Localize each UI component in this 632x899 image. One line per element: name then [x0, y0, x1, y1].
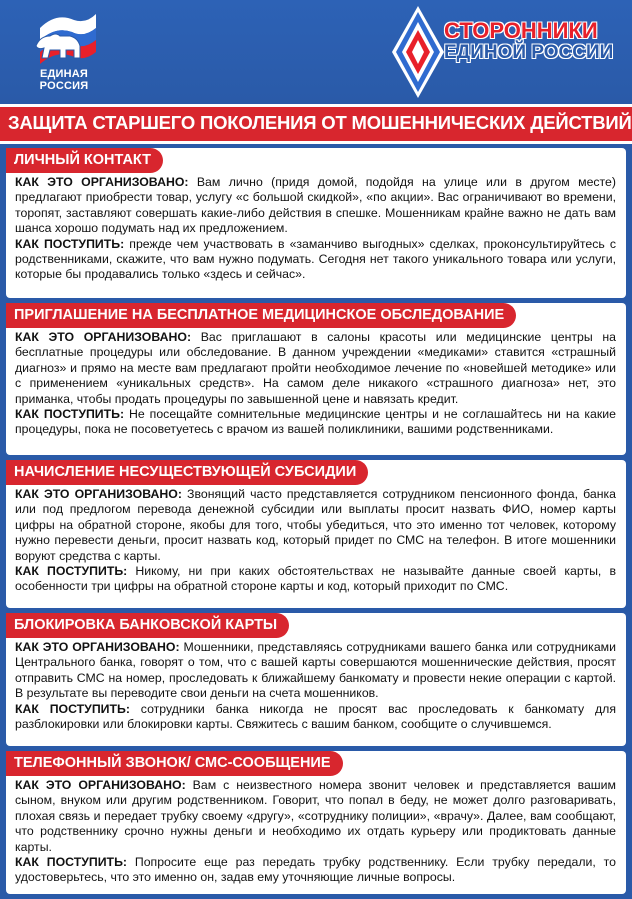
how-text: Вам с неизвестного номера звонит человек и представляется вашим сыном, внуком или другим родственником. Говорит, что попал в беду, не может долго разговаривать, плохая связь и передает трубку своему «другу», «сотруднику полиции», «врачу». Далее, вам сообщают, что родственнику срочно нужны деньги и необходимо их отдать курьеру или продиктовать данные карты.	[15, 778, 616, 854]
how-label: КАК ЭТО ОРГАНИЗОВАНО:	[15, 175, 189, 189]
do-text: Попросите еще раз передать трубку родственнику. Если трубку передали, то удостоверьтесь, что это именно он, задав ему уточняющие личные вопросы.	[15, 855, 616, 885]
diamond-tricolor-icon	[388, 4, 448, 100]
do-text: сотрудники банка никогда не просят вас проследовать к банкомату для разблокировки или блокировки карты. Свяжитесь с вашим банком, сообщите о случившемся.	[15, 701, 616, 732]
section-body	[15, 778, 616, 886]
do-label: КАК ПОСТУПИТЬ:	[15, 407, 125, 422]
how-text: Звонящий часто представляется сотрудником пенсионного фонда, банка или под предлогом перевода денежной субсидии или выплаты просит назвать ФИО, номер карты цифры на обратной стороне, якобы для того, чтобы убедиться, что это именно тот человек, которому нужно перевести деньги, просит назвать код, который придет по СМС на телефон. В итоге мошенники воруют средства с карты.	[15, 487, 617, 563]
bear-flag-icon	[26, 6, 102, 68]
section-title: ПРИГЛАШЕНИЕ НА БЕСПЛАТНОЕ МЕДИЦИНСКОЕ ОБСЛЕДОВАНИЕ	[6, 303, 516, 328]
logo-line-1: ЕДИНАЯ	[39, 68, 89, 80]
supporters-line-1: СТОРОННИКИ	[444, 18, 598, 43]
section-body	[15, 175, 616, 283]
united-russia-wordmark	[26, 68, 102, 92]
section-body	[15, 487, 616, 595]
section-title: НАЧИСЛЕНИЕ НЕСУЩЕСТВУЮЩЕЙ СУБСИДИИ	[6, 460, 368, 485]
do-label: КАК ПОСТУПИТЬ:	[15, 701, 130, 716]
supporters-line-2: ЕДИНОЙ РОССИИ	[444, 42, 614, 63]
supporters-logo	[388, 4, 628, 100]
main-banner	[0, 104, 632, 144]
section-title: БЛОКИРОВКА БАНКОВСКОЙ КАРТЫ	[6, 613, 289, 638]
do-label: КАК ПОСТУПИТЬ:	[15, 855, 128, 870]
section-phone-call	[6, 751, 626, 894]
header	[0, 0, 632, 104]
do-text: прежде чем участвовать в «заманчиво выгодных» сделках, проконсультируйтесь с родственниками, скажите, что вам нужно подумать. Сегодня нет такого уникального товара или услуги, которые бы продавались только «здесь и сейчас».	[15, 236, 617, 282]
how-label: КАК ЭТО ОРГАНИЗОВАНО:	[15, 640, 180, 654]
section-medical-exam	[6, 303, 626, 455]
section-subsidy	[6, 460, 626, 608]
how-text: Мошенники, представляясь сотрудниками вашего банка или сотрудниками Центрального банка, говорят о том, что с вашей карты совершаются мошеннические действия, просят отправить СМС на номер, проследовать к ближайшему банкомату и провести некие операции с картой. В результате вы переводите свои деньги на счета мошенников.	[15, 640, 616, 701]
how-label: КАК ЭТО ОРГАНИЗОВАНО:	[15, 487, 182, 501]
section-title: ЛИЧНЫЙ КОНТАКТ	[6, 148, 163, 173]
section-body	[15, 640, 616, 732]
do-label: КАК ПОСТУПИТЬ:	[15, 236, 125, 251]
do-text: Никому, ни при каких обстоятельствах не называйте данные своей карты, в особенности три цифры на обратной стороне карты и код, который приходит по СМС.	[15, 564, 616, 594]
how-label: КАК ЭТО ОРГАНИЗОВАНО:	[15, 330, 192, 344]
do-text: Не посещайте сомнительные медицинские центры и не соглашайтесь ни на какие процедуры, пока не посоветуетесь с врачом из вашей поликлиники, вашими родственниками.	[15, 407, 616, 437]
section-personal-contact	[6, 148, 626, 298]
supporters-wordmark	[444, 20, 628, 64]
page-title: ЗАЩИТА СТАРШЕГО ПОКОЛЕНИЯ ОТ МОШЕННИЧЕСКИХ ДЕЙСТВИЙ	[8, 112, 632, 133]
do-label: КАК ПОСТУПИТЬ:	[15, 564, 128, 579]
section-body	[15, 330, 616, 438]
section-card-block	[6, 613, 626, 746]
how-label: КАК ЭТО ОРГАНИЗОВАНО:	[15, 778, 186, 792]
logo-line-2: РОССИЯ	[39, 80, 89, 92]
united-russia-logo	[26, 6, 102, 98]
how-text: Вас приглашают в салоны красоты или медицинские центры на бесплатные процедуры или обследование. В данном учреждении «медиками» ставится «страшный диагноз» и прямо на месте вам предлагают пройти необходимое лечение по «новейшей методике» или с применением «уникальных средств». На самом деле никакого «страшного диагноза» нет, это приманка, чтобы продать процедуры по завышенной цене и навязать кредит.	[15, 330, 617, 406]
section-title: ТЕЛЕФОННЫЙ ЗВОНОК/ СМС-СООБЩЕНИЕ	[6, 751, 343, 776]
how-text: Вам лично (придя домой, подойдя на улице или в другом месте) предлагают приобрести товар, услугу «с большой скидкой», «по акции». Вас ограничивают во времени, торопят, заставляют совершать какие-либо действия в спешке. Мошенникам крайне важно не дать вам шанса хорошо подумать над их предложением.	[15, 175, 616, 236]
